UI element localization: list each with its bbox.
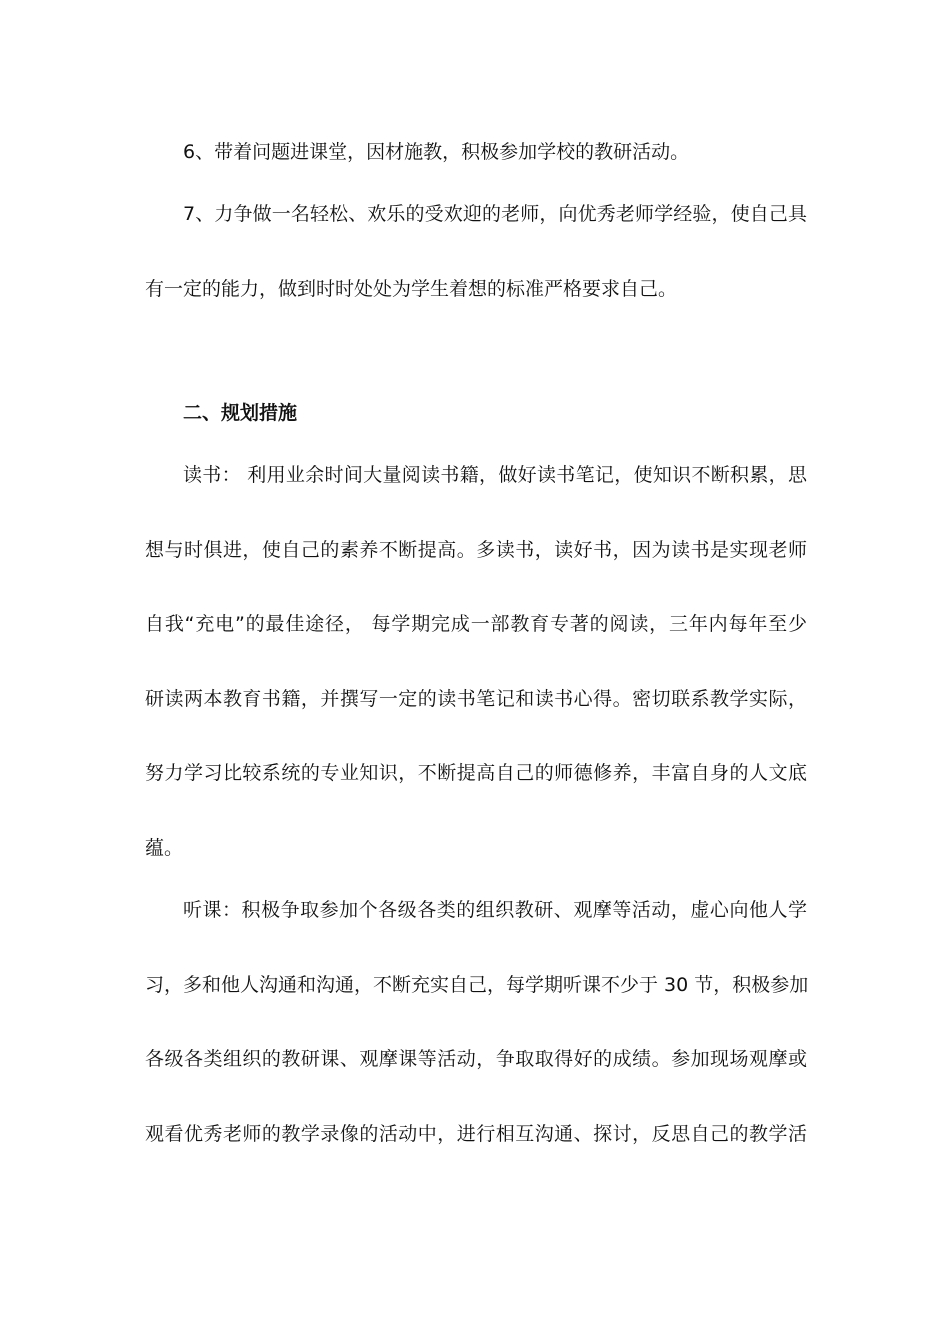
item-6-line-1: 6、带着问题进课堂，因材施教，积极参加学校的教研活动。 [183,141,690,163]
listening-paragraph-line-2: 习，多和他人沟通和沟通，不断充实自己，每学期听课不少于 30 节，积极参加 [145,974,809,996]
reading-paragraph-line-5: 努力学习比较系统的专业知识，不断提高自己的师德修养，丰富自身的人文底 [145,762,807,784]
item-7-line-2: 有一定的能力，做到时时处处为学生着想的标准严格要求自己。 [145,278,678,300]
listening-paragraph-line-1: 听课：积极争取参加个各级各类的组织教研、观摩等活动，虚心向他人学 [183,899,807,921]
listening-paragraph-line-4: 观看优秀老师的教学录像的活动中，进行相互沟通、探讨，反思自己的教学活 [145,1123,807,1145]
reading-paragraph-line-6: 蕴。 [145,837,184,859]
reading-paragraph-line-2: 想与时俱进，使自己的素养不断提高。多读书，读好书，因为读书是实现老师 [145,539,807,561]
item-7-line-1: 7、力争做一名轻松、欢乐的受欢迎的老师，向优秀老师学经验，使自己具 [183,203,807,225]
reading-paragraph-line-4: 研读两本教育书籍，并撰写一定的读书笔记和读书心得。密切联系教学实际， [145,688,807,710]
section-heading: 二、规划措施 [183,402,298,424]
reading-paragraph-line-3: 自我“充电”的最佳途径， 每学期完成一部教育专著的阅读，三年内每年至少 [145,613,807,635]
listening-paragraph-line-3: 各级各类组织的教研课、观摩课等活动，争取取得好的成绩。参加现场观摩或 [145,1048,807,1070]
reading-paragraph-line-1: 读书： 利用业余时间大量阅读书籍，做好读书笔记，使知识不断积累，思 [183,464,807,486]
